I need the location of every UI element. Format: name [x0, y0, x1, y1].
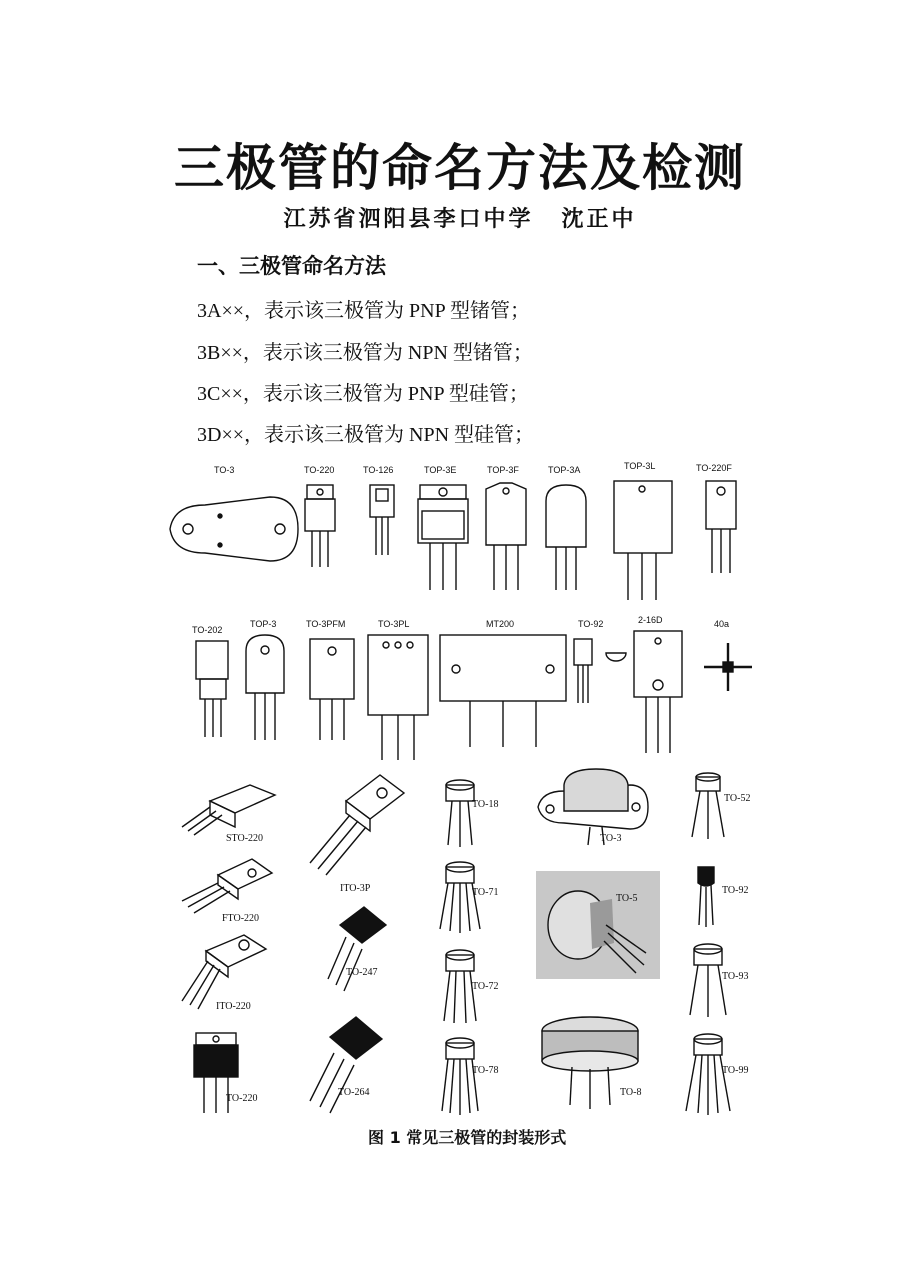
label-to-202: TO-202: [192, 625, 223, 635]
to-5-photo: [536, 871, 660, 979]
author-name: 沈正中: [561, 206, 637, 232]
to-92-photo: [698, 867, 714, 927]
label-to-8: TO-8: [620, 1087, 642, 1098]
to-93-photo: [690, 944, 726, 1017]
to-78-photo: [442, 1038, 478, 1115]
to-3-photo: [538, 769, 648, 845]
label-to-126: TO-126: [363, 465, 394, 475]
section-heading: 一、三极管命名方法: [197, 254, 386, 278]
mt200-package-drawing: [440, 635, 566, 747]
to-92-package-drawing: [574, 639, 626, 703]
to-18-photo: [446, 780, 474, 847]
to-52-photo: [692, 773, 724, 839]
label-40a: 40a: [714, 619, 730, 629]
transistor-package-figure: [160, 455, 760, 1145]
label-ito-3p: ITO-3P: [340, 883, 371, 894]
label-to-220f: TO-220F: [696, 463, 732, 473]
label-to-3pl: TO-3PL: [378, 619, 410, 629]
label-to-247: TO-247: [346, 967, 378, 978]
label-to-78: TO-78: [472, 1065, 499, 1076]
label-sto-220: STO-220: [226, 833, 264, 844]
label-to-3-photo: TO-3: [600, 833, 622, 844]
label-to-18: TO-18: [472, 799, 499, 810]
label-top-3f: TOP-3F: [487, 465, 519, 475]
top-3e-package-drawing: [418, 485, 468, 590]
label-to-92-drawing: TO-92: [578, 619, 604, 629]
label-top-3l: TOP-3L: [624, 461, 656, 471]
ito-3p-photo: [310, 775, 404, 875]
label-to-5: TO-5: [616, 893, 638, 904]
2-16d-package-drawing: [634, 631, 682, 753]
page-title: 三极管的命名方法及检测: [174, 139, 746, 197]
label-to-99: TO-99: [722, 1065, 749, 1076]
label-top-3: TOP-3: [250, 619, 277, 629]
to-3pl-package-drawing: [368, 635, 428, 760]
label-top-3a: TOP-3A: [548, 465, 581, 475]
label-to-72: TO-72: [472, 981, 499, 992]
label-to-264: TO-264: [338, 1087, 370, 1098]
label-to-3pfm: TO-3PFM: [306, 619, 346, 629]
top-3a-package-drawing: [546, 485, 586, 590]
author-line: [0, 202, 920, 233]
fto-220-photo: [182, 859, 272, 913]
naming-rule-3d: 3D××，表示该三极管为 NPN 型硅管；: [197, 424, 535, 446]
label-mt200: MT200: [486, 619, 515, 629]
top-3-package-drawing: [246, 635, 284, 740]
label-to-92-photo: TO-92: [722, 885, 749, 896]
label-to-52: TO-52: [724, 793, 751, 804]
to-126-package-drawing: [370, 485, 394, 555]
to-3-package-drawing: [170, 497, 298, 561]
label-to-93: TO-93: [722, 971, 749, 982]
top-3f-package-drawing: [486, 483, 526, 590]
naming-rule-3b: 3B××，表示该三极管为 NPN 型锗管；: [197, 342, 533, 364]
to-220f-package-drawing: [706, 481, 736, 573]
label-top-3e: TOP-3E: [424, 465, 457, 475]
to-264-photo: [310, 1017, 382, 1113]
40a-package-drawing: [704, 643, 752, 691]
to-247-photo: [328, 907, 386, 991]
label-to-220: TO-220: [304, 465, 335, 475]
naming-rule-3c: 3C××，表示该三极管为 PNP 型硅管；: [197, 383, 529, 405]
to-202-package-drawing: [196, 641, 228, 737]
label-to-71: TO-71: [472, 887, 499, 898]
figure-caption: 图 1 常见三极管的封装形式: [368, 1128, 567, 1145]
to-220-package-drawing: [305, 485, 335, 567]
sto-220-photo: [182, 785, 275, 835]
naming-rule-3a: 3A××，表示该三极管为 PNP 型锗管；: [197, 300, 530, 322]
label-to-220-photo: TO-220: [226, 1093, 258, 1104]
label-to-3: TO-3: [214, 465, 235, 475]
top-3l-package-drawing: [614, 481, 672, 600]
label-2-16d: 2-16D: [638, 615, 663, 625]
ito-220-photo: [182, 935, 266, 1009]
to-3pfm-package-drawing: [310, 639, 354, 740]
author-school: 江苏省泗阳县李口中学: [283, 206, 534, 232]
label-fto-220: FTO-220: [222, 913, 260, 924]
label-ito-220: ITO-220: [216, 1001, 251, 1012]
